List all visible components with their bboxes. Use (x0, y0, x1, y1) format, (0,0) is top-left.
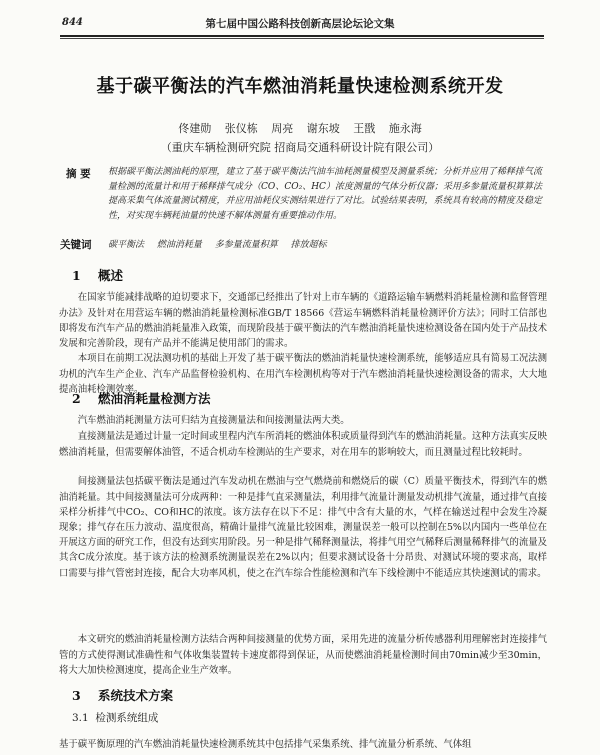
subsection-number: 3.1 (72, 712, 89, 724)
paper-title: 基于碳平衡法的汽车燃油消耗量快速检测系统开发 (96, 76, 504, 97)
abstract-text: 根据碳平衡法测油耗的原理，建立了基于碳平衡法汽油车油耗测量模型及测量系统；分析并应用了稀释排气流量检测的流量计和用于稀释排气成分（CO、CO₂、HC）浓度测量的气体分析仪器；采用多参量流量积算算法提高采集气体流量测试精度，并应用油耗仪实测结果进行了对比。试验结果表明，系统具有较高的精度及稳定性，对实现车辆耗油量的快速不解体测量有重要推动作用。 (108, 167, 542, 221)
running-header: 第七届中国公路科技创新高层论坛论文集 (205, 18, 395, 30)
section-number: 1 (72, 268, 81, 283)
header-rule-thin (60, 38, 544, 39)
subsection-heading (72, 710, 158, 725)
section-number: 3 (72, 688, 81, 703)
body-paragraph: 间接测量法包括碳平衡法是通过汽车发动机在燃油与空气燃烧前和燃烧后的碳（C）质量平衡技术，得到汽车的燃油消耗量。其中间接测量法可分成两种：一种是排气直采测量法，利用排气流量计测量发动机排气流量，通过排气直接采样分析排气中CO₂、CO和HC的浓度。该方法存在以下不足：排气中含有大量的水，气样在输送过程中会发生冷凝现象；排气存在压力波动、温度很高，精确计量排气流量比较困难，测量误差一般可以控制在5%以内国内一些单位在开展这方面的研究工作，但没有达到实用阶段。另一种是排气稀释测量法，将排气用空气稀释后测量稀释排气的流量及其含C成分浓度。基于该方法的检测系统测量误差在2%以内；但要求测试设备十分昂贵、对测试环境的要求高，取样口需要与排气管密封连接，配合大功率风机，使之在汽车综合性能检测和汽车下线检测中不能适应其快速测试的需求。 (59, 476, 547, 579)
section-heading (72, 266, 123, 284)
header-rule (60, 35, 544, 37)
body-paragraph: 本项目在前期工况法测功机的基础上开发了基于碳平衡法的燃油消耗量快速检测系统，能够适应具有简易工况法测功机的汽车生产企业、汽车产品监督检验机构、在用汽车检测机构等对于汽车燃油消耗量快速检测设备的需求，大大地提高油耗检测效率。 (59, 353, 547, 395)
page-number: 844 (62, 17, 83, 28)
section-heading (72, 686, 173, 704)
abstract-label: 摘 要 (66, 168, 91, 180)
keywords-text: 碳平衡法 燃油消耗量 多参量流量积算 排放超标 (108, 240, 327, 250)
section-heading (72, 389, 211, 407)
affiliation: （重庆车辆检测研究院 招商局交通科研设计院有限公司） (160, 141, 440, 154)
body-paragraph: 基于碳平衡原理的汽车燃油消耗量快速检测系统其中包括排气采集系统、排气流量分析系统、气体组 (59, 739, 472, 751)
keywords-label: 关键词 (60, 239, 92, 251)
section-number: 2 (72, 391, 81, 406)
section-title: 概述 (98, 268, 124, 283)
body-paragraph: 本文研究的燃油消耗量检测方法结合两种间接测量的优势方面，采用先进的流量分析传感器利用理解密封连接排气管的方式使得测试准确性和气体收集装置转卡速度都得到保证，从而使燃油消耗量检测时间由70min减少至30min，将大大加快检测速度，提高企业生产效率。 (59, 634, 547, 676)
body-paragraph: 在国家节能减排战略的迫切要求下，交通部已经推出了针对上市车辆的《道路运输车辆燃料消耗量检测和监督管理办法》及针对在用营运车辆的燃油消耗量检测标准GB/T 18566《营运车辆燃料消耗量检测评价方法》；同时工信部也即将发布汽车产品的燃油消耗量准入政策，而现阶段基于碳平衡法的汽车燃油消耗量快速检测设备在国内处于产品技术发展和完善阶段，现有产品并不能满足使用部门的需求。 (59, 292, 547, 349)
section-title: 燃油消耗量检测方法 (98, 391, 211, 406)
body-paragraph: 直接测量法是通过计量一定时间或里程内汽车所消耗的燃油体积或质量得到汽车的燃油消耗量。这种方法真实反映燃油消耗量，但需要解体油管，不适合机动车检测站的生产要求，对在用车的影响较大，而且测量过程比较耗时。 (59, 431, 547, 458)
subsection-title: 检测系统组成 (95, 712, 159, 724)
section-title: 系统技术方案 (98, 688, 174, 703)
body-paragraph: 汽车燃油消耗测量方法可归结为直接测量法和间接测量法两大类。 (77, 415, 350, 427)
author-list: 佟建勋 张仪栋 周亮 谢东坡 王戬 施永海 (178, 122, 422, 135)
